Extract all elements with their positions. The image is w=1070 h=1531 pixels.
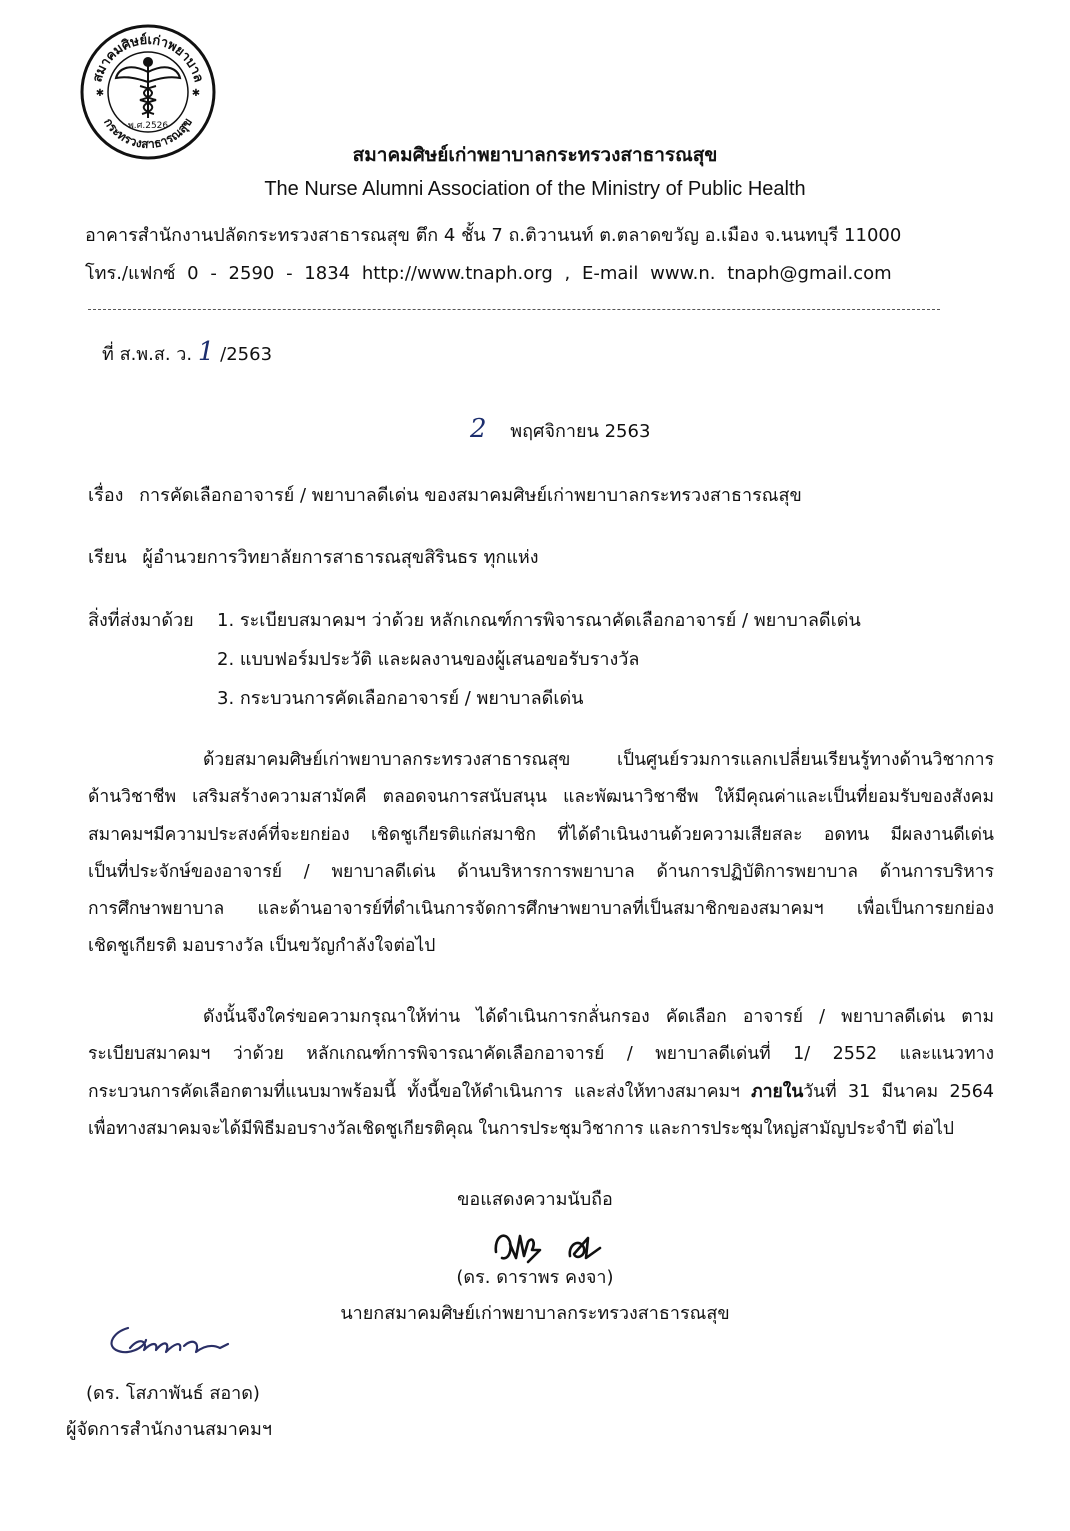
letterhead-divider — [88, 309, 940, 310]
org-name-thai: สมาคมศิษย์เก่าพยาบาลกระทรวงสาธารณสุข — [352, 144, 718, 166]
reference-prefix: ที่ ส.พ.ส. ว. — [102, 344, 193, 365]
signatory-position: นายกสมาคมศิษย์เก่าพยาบาลกระทรวงสาธารณสุข — [340, 1303, 730, 1324]
org-name-english: The Nurse Alumni Association of the Ministry of Public Health — [264, 178, 806, 200]
paragraph-line: เพื่อทางสมาคมจะได้มีพิธีมอบรางวัลเชิดชูเกียรติคุณ ในการประชุมวิชาการ และการประชุมใหญ่สามัญประจำปี ต่อไป — [88, 1118, 954, 1139]
paragraph-line: ด้วยสมาคมศิษย์เก่าพยาบาลกระทรวงสาธารณสุข เป็นศูนย์รวมการแลกเปลี่ยนเรียนรู้ทางด้านวิชาการ — [203, 750, 994, 770]
org-address: อาคารสำนักงานปลัดกระทรวงสาธารณสุข ตึก 4 ชั้น 7 ถ.ติวานนท์ ต.ตลาดขวัญ อ.เมือง จ.นนทบุรี 11000 — [85, 225, 902, 246]
enclosures-label: สิ่งที่ส่งมาด้วย — [88, 610, 194, 631]
deadline-date: วันที่ 31 มีนาคม 2564 — [803, 1081, 994, 1102]
letter-date — [470, 414, 650, 445]
paragraph-line — [88, 1074, 994, 1111]
body-paragraph-1 — [88, 742, 994, 966]
deadline-emphasis: ภายใน — [751, 1081, 804, 1102]
signatory-name: (ดร. ดาราพร คงจา) — [456, 1267, 614, 1288]
date-handwritten-day: 2 — [470, 414, 487, 444]
paragraph-line: เชิดชูเกียรติ มอบรางวัล เป็นขวัญกำลังใจต่อไป — [88, 936, 436, 957]
org-contact: โทร./แฟกซ์ 0 - 2590 - 1834 http://www.tnaph.org , E-mail www.n. tnaph@gmail.com — [85, 263, 892, 284]
seal-star-left-icon: ✱ — [95, 88, 105, 99]
paragraph-line: สมาคมฯมีความประสงค์ที่จะยกย่อง เชิดชูเกียรติแก่สมาชิก ที่ได้ดำเนินงานด้วยความเสียสละ อดทน มีผลงานดีเด่น — [88, 824, 994, 845]
seal-ring-text-bottom: กระทรวงสาธารณสุข — [101, 115, 195, 152]
deadline-lead-text: กระบวนการคัดเลือกตามที่แนบมาพร้อมนี้ ทั้งนี้ขอให้ดำเนินการ และส่งให้ทางสมาคมฯ — [88, 1081, 752, 1102]
seal-year-text: พ.ศ.2526 — [127, 121, 169, 131]
paragraph-line: ดังนั้นจึงใคร่ขอความกรุณาให้ท่าน ได้ดำเนินการกลั่นกรอง คัดเลือก อาจารย์ / พยาบาลดีเด่น ตาม — [203, 1007, 994, 1027]
office-manager-name: (ดร. โสภาพันธ์ สอาด) — [86, 1383, 260, 1404]
addressee-label: เรียน — [88, 547, 127, 568]
paragraph-line: การศึกษาพยาบาล และด้านอาจารย์ที่ดำเนินการจัดการศึกษาพยาบาลที่เป็นสมาชิกของสมาคมฯ เพื่อเป็นการยกย่อง — [88, 899, 994, 920]
reference-suffix: /2563 — [220, 344, 273, 365]
paragraph-line: เป็นที่ประจักษ์ของอาจารย์ / พยาบาลดีเด่น ด้านบริหารการพยาบาล ด้านการปฏิบัติการพยาบาล ด้านการบริหาร — [88, 861, 994, 882]
enclosure-item: 1. ระเบียบสมาคมฯ ว่าด้วย หลักเกณฑ์การพิจารณาคัดเลือกอาจารย์ / พยาบาลดีเด่น — [217, 610, 861, 631]
caduceus-icon — [116, 58, 180, 118]
addressee-line — [88, 542, 539, 571]
reference-number — [102, 337, 272, 368]
seal-star-right-icon: ✱ — [191, 88, 201, 99]
paragraph-line: ระเบียบสมาคมฯ ว่าด้วย หลักเกณฑ์การพิจารณาคัดเลือกอาจารย์ / พยาบาลดีเด่นที่ 1/ 2552 และแนวทาง — [88, 1044, 994, 1065]
reference-handwritten-number: 1 — [197, 337, 215, 367]
closing-phrase: ขอแสดงความนับถือ — [457, 1189, 613, 1210]
office-manager-position: ผู้จัดการสำนักงานสมาคมฯ — [66, 1419, 272, 1440]
seal-ring-text-top: สมาคมศิษย์เก่าพยาบาล — [90, 32, 206, 84]
date-month-year: พฤศจิกายน 2563 — [510, 421, 651, 442]
enclosure-item: 2. แบบฟอร์มประวัติ และผลงานของผู้เสนอขอรับรางวัล — [217, 649, 640, 670]
paragraph-line: ด้านวิชาชีพ เสริมสร้างความสามัคคี ตลอดจนการสนับสนุน และพัฒนาวิชาชีพ ให้มีคุณค่าและเป็นที่ยอมรับของสังคม — [88, 787, 994, 808]
subject-line — [88, 480, 802, 509]
body-paragraph-2 — [88, 999, 994, 1148]
enclosure-item: 3. กระบวนการคัดเลือกอาจารย์ / พยาบาลดีเด่น — [217, 688, 584, 709]
subject-text: การคัดเลือกอาจารย์ / พยาบาลดีเด่น ของสมาคมศิษย์เก่าพยาบาลกระทรวงสาธารณสุข — [139, 485, 802, 506]
subject-label: เรื่อง — [88, 485, 124, 506]
addressee-text: ผู้อำนวยการวิทยาลัยการสาธารณสุขสิรินธร ทุกแห่ง — [142, 547, 539, 568]
office-manager-signature — [100, 1318, 240, 1366]
